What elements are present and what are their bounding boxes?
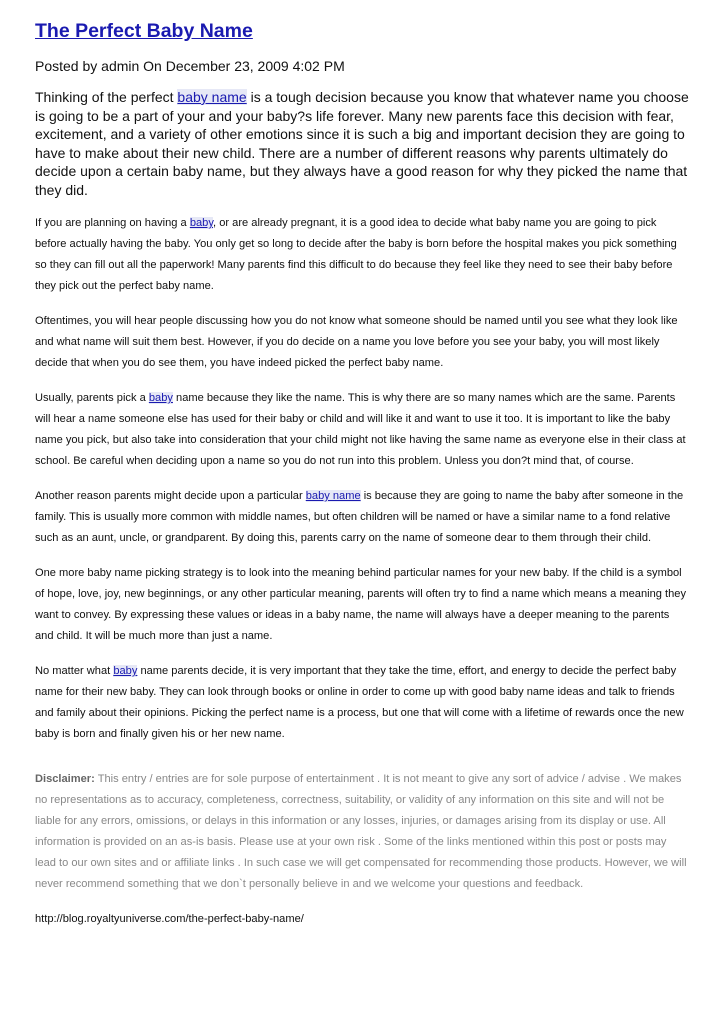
paragraph-1: [35, 213, 690, 297]
post-title[interactable]: The Perfect Baby Name: [35, 20, 253, 42]
intro-text-1: Thinking of the perfect: [35, 89, 178, 105]
baby-name-link[interactable]: baby name: [305, 490, 361, 502]
p4-text-1: Another reason parents might decide upon a particular: [35, 490, 306, 502]
disclaimer-text: This entry / entries are for sole purpose of entertainment . It is not meant to give any sort of advice / advise . We makes no representations as to accuracy, completeness, correctness, suitability, or validity of any information on this site and will not be liable for any errors, omissions, or delays in this information or any losses, injuries, or damages arising from its display or use. All information is provided on an as-is basis. Please use at your own risk . Some of the links mentioned within this post or posts may lead to our own sites and or affiliate links . In such case we will get compensated for recommending those products. However, we will never recommend something that we don`t personally believe in and we welcome your questions and feedback.: [35, 773, 687, 890]
source-url: http://blog.royaltyuniverse.com/the-perfect-baby-name/: [35, 913, 304, 925]
paragraph-4: [35, 486, 690, 549]
paragraph-3: [35, 388, 690, 472]
paragraph-6: [35, 661, 690, 745]
paragraph-2: Oftentimes, you will hear people discussing how you do not know what someone should be named until you see what they look like and what name will suit them best. However, if you do decide on a name you love before you see your baby, you will most likely decide that when you do see them, you have indeed picked the perfect baby name.: [35, 315, 678, 369]
p3-text-2: name because they like the name. This is why there are so many names which are the same. Parents will hear a name someone else has used for their baby or child and will like it and want to use it too. It is important to like the baby name you pick, but also take into consideration that your child might not like having the same name as everyone else in their class at school. Be careful when deciding upon a name so you do not run into this problem. Unless you don?t mind that, of course.: [35, 392, 686, 467]
disclaimer-label: Disclaimer:: [35, 773, 95, 785]
p3-text-1: Usually, parents pick a: [35, 392, 149, 404]
p4-text-2: is because they are going to name the baby after someone in the family. This is usually more common with middle names, but often children will be named or have a similar name to a fond relative such as an aunt, uncle, or grandparent. By doing this, parents carry on the name of someone dear to them through their child.: [35, 490, 684, 544]
p1-text-1: If you are planning on having a: [35, 217, 190, 229]
intro-paragraph: [35, 88, 690, 199]
baby-link[interactable]: baby: [113, 665, 138, 677]
intro-text-2: is a tough decision because you know that whatever name you choose is going to be a part of your and your baby?s life forever. Many new parents face this decision with fear, excitement, and a variety of other emotions since it is such a big and important decision they are going to have to make about their new child. There are a number of different reasons why parents ultimately do decide upon a certain baby name, but they always have a good reason for why they picked the name that they did.: [35, 89, 689, 198]
baby-link[interactable]: baby: [148, 392, 173, 404]
post-meta: Posted by admin On December 23, 2009 4:02 PM: [35, 58, 345, 74]
p6-text-1: No matter what: [35, 665, 114, 677]
disclaimer: [35, 769, 690, 895]
paragraph-5: One more baby name picking strategy is to look into the meaning behind particular names for your new baby. If the child is a symbol of hope, love, joy, new beginnings, or any other particular meaning, parents will often try to find a name which means a meaning they want to convey. By expressing these values or ideas in a baby name, the name will always have a deeper meaning to the parents and child. It will be much more than just a name.: [35, 567, 686, 642]
p6-text-2: name parents decide, it is very important that they take the time, effort, and energy to decide the perfect baby name for their new baby. They can look through books or online in order to come up with good baby name ideas and talk to friends and family about their opinions. Picking the perfect name is a process, but one that will come with a lifetime of rewards once the new baby is born and finally given his or her new name.: [35, 665, 684, 740]
baby-link[interactable]: baby: [189, 217, 214, 229]
p1-text-2: , or are already pregnant, it is a good idea to decide what baby name you are going to pick before actually having the baby. You only get so long to decide after the baby is born before the hospital makes you pick something so they can fill out all the paperwork! Many parents find this difficult to do because they feel like they need to see their baby before they pick out the perfect baby name.: [35, 217, 677, 292]
baby-name-link[interactable]: baby name: [177, 89, 247, 105]
